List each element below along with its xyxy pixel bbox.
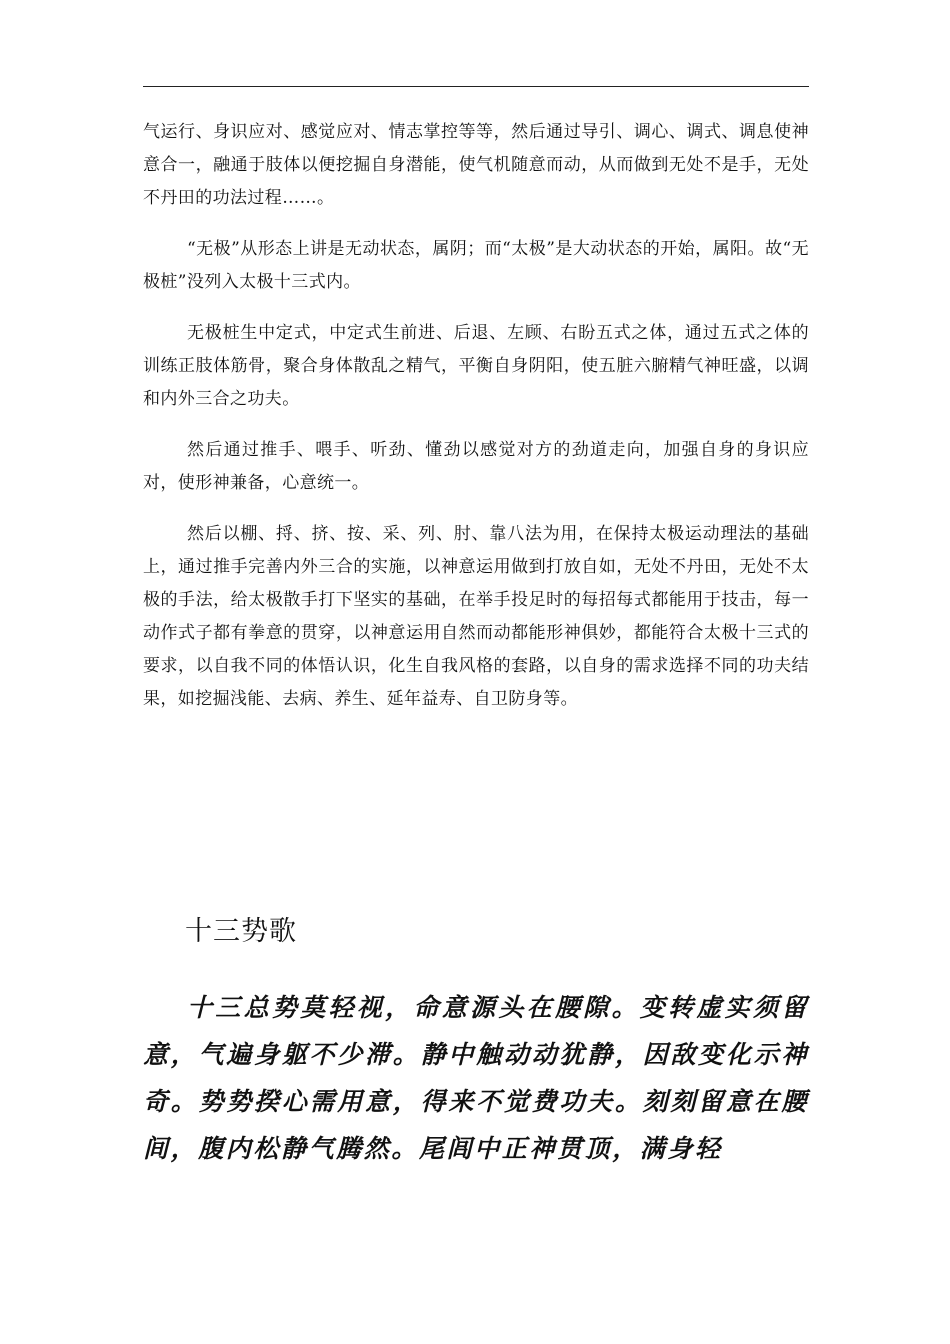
paragraph: 然后通过推手、喂手、听劲、懂劲以感觉对方的劲道走向，加强自身的身识应对，使形神兼备，心意统一。 <box>143 440 809 493</box>
section-heading: 十三势歌 <box>185 916 297 947</box>
paragraph: 无极桩生中定式，中定式生前进、后退、左顾、右盼五式之体，通过五式之体的训练正肢体筋骨，聚合身体散乱之精气，平衡自身阴阳，使五脏六腑精气神旺盛，以调和内外三合之功夫。 <box>143 323 809 409</box>
body-text <box>143 116 809 716</box>
paragraph: 气运行、身识应对、感觉应对、情志掌控等等，然后通过导引、调心、调式、调息使神意合一，融通于肢体以便挖掘自身潜能，使气机随意而动，从而做到无处不是手，无处不丹田的功法过程……。 <box>143 122 809 208</box>
paragraph: 然后以棚、捋、挤、按、采、列、肘、靠八法为用，在保持太极运动理法的基础上，通过推手完善内外三合的实施，以神意运用做到打放自如，无处不丹田，无处不太极的手法，给太极散手打下坚实的基础，在举手投足时的每招每式都能用于技击，每一动作式子都有拳意的贯穿，以神意运用自然而动都能形神俱妙，都能符合太极十三式的要求，以自我不同的体悟认识，化生自我风格的套路，以自身的需求选择不同的功夫结果，如挖掘浅能、去病、养生、延年益寿、自卫防身等。 <box>143 524 809 709</box>
poem-text: 十三总势莫轻视，命意源头在腰隙。变转虚实须留意，气遍身躯不少滞。静中触动动犹静，因敌变化示神奇。势势揆心需用意，得来不觉费功夫。刻刻留意在腰间，腹内松静气腾然。尾闾中正神贯顶，满身轻 <box>143 993 809 1163</box>
header-rule <box>143 86 809 87</box>
paragraph: “无极”从形态上讲是无动状态，属阴；而“太极”是大动状态的开始，属阳。故“无极桩”没列入太极十三式内。 <box>143 239 809 292</box>
